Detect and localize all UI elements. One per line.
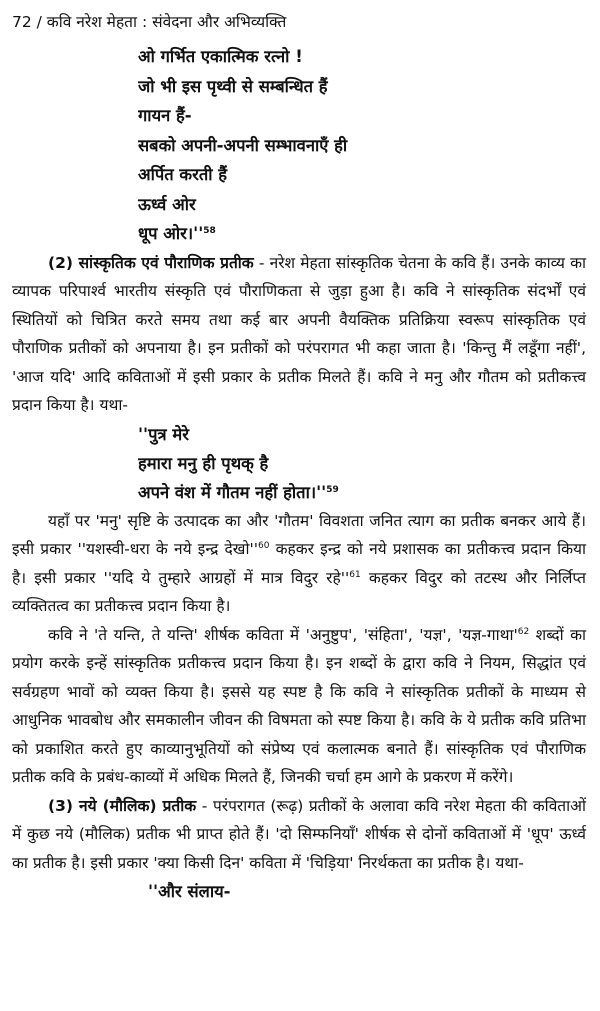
poem-line: ऊर्ध्व ओर xyxy=(138,194,196,214)
paragraph-manu-gautam: यहाँ पर 'मनु' सृष्टि के उत्पादक का और 'गौतम' विवशता जनित त्याग का प्रतीक बनकर आये हैं। इसी प्रकार ''यशस्वी-धरा के नये इन्द्र $देखो''^{60}$ कहकर इन्द्र को नये प्रशासक का प्रतीकत्त्व प्रदान किया है। इसी प्रकार ''यदि ये तुम्हारे आग्रहों में मात्र विदुर $रहे''^{61}$ कहकर विदुर को तटस्थ और निर्लिप्त व्यक्तितत्व का प्रतीकत्त्व प्रदान किया है। xyxy=(12,511,586,615)
footnote-ref: 62 xyxy=(517,626,530,637)
section-2-paragraph xyxy=(12,249,586,420)
footnote-ref: 59 xyxy=(326,484,339,495)
poem-line-last: अपने वंश में गौतम नहीं $होता।''^{59}$ xyxy=(138,482,339,502)
poem-quote-58 xyxy=(12,42,586,249)
footnote-ref: 58 xyxy=(203,226,216,236)
paragraph-te-yanti: कवि ने 'ते यन्ति, ते यन्ति' शीर्षक कविता में 'अनुष्टुप', 'संहिता', 'यज्ञ', '$यज्ञ-गाथा'^{62}$ शब्दों का प्रयोग करके इन्हें सांस्कृतिक प्रतीकत्त्व प्रदान किया है। इन शब्दों के द्वारा कवि ने नियम, सिद्धांत एवं सर्वग्रहण भावों को व्यक्त किया है। इससे यह स्पष्ट है कि कवि ने सांस्कृतिक प्रतीकों के माध्यम से आधुनिक भावबोध और समकालीन जीवन की विषमता को स्पष्ट किया है। कवि के ये प्रतीक कवि प्रतिभा को प्रकाशित करते हुए काव्यानुभूतियों को संप्रेष्य एवं कलात्मक बनाते हैं। सांस्कृतिक एवं पौराणिक प्रतीक कवि के प्रबंध-काव्यों में अधिक मिलते हैं, जिनकी चर्चा हम आगे के प्रकरण में करेंगे। xyxy=(12,625,586,786)
poem-line: ''पुत्र मेरे xyxy=(138,424,189,444)
poem-line: हमारा मनु ही पृथक् है xyxy=(138,453,269,473)
poem-line: ओ गर्भित एकात्मिक रत्नो ! xyxy=(138,47,303,66)
poem-line: सबको अपनी-अपनी सम्भावनाएँ ही xyxy=(138,135,348,155)
poem-quote-59 xyxy=(12,420,586,507)
poem-line: ''और संलाय- xyxy=(148,882,231,901)
poem-line: गायन हैं- xyxy=(138,106,192,125)
section-3-paragraph xyxy=(12,792,586,878)
footnote-ref: 61 xyxy=(349,569,361,580)
running-head: 72 / कवि नरेश मेहता : संवेदना और अभिव्यक्ति xyxy=(12,13,287,31)
section-heading: (2) सांस्कृतिक एवं पौराणिक प्रतीक xyxy=(48,253,254,272)
poem-line: जो भी इस पृथ्वी से सम्बन्धित हैं xyxy=(138,76,328,96)
poem-line-last: धूप $ओर।''^{58}$ xyxy=(138,224,216,243)
poem-line: अर्पित करती हैं xyxy=(138,165,228,184)
footnote-ref: 60 xyxy=(258,541,270,551)
paragraph-text: - नरेश मेहता सांस्कृतिक चेतना के कवि हैं। उनके काव्य का व्यापक परिपार्श्व भारतीय संस्कृति एवं पौराणिकता से जुड़ा हुआ है। कवि ने सांस्कृतिक संदर्भों एवं स्थितियों को चित्रित करते समय तथा कई बार अपनी वैयक्तिक प्रतिक्रिया स्वरूप सांस्कृतिक एवं पौराणिक प्रतीकों को अपनाया है। इन प्रतीकों को परंपरागत भी कहा जाता है। 'किन्तु मैं लडूँगा नहीं', 'आज यदि' आदि कविताओं में इसी प्रकार के प्रतीक मिलते हैं। कवि ने मनु और गौतम को प्रतीकत्त्व प्रदान किया है। यथा- xyxy=(12,253,586,414)
section-heading: (3) नये (मौलिक) प्रतीक xyxy=(48,796,197,815)
poem-quote-start xyxy=(12,877,586,906)
paragraph-text: - परंपरागत (रूढ़) प्रतीकों के अलावा कवि नरेश मेहता की कविताओं में कुछ नये (मौलिक) प्रतीक भी प्राप्त होते हैं। 'दो सिम्फनियाँ' शीर्षक से दोनों कविताओं में 'धूप' ऊर्ध्व का प्रतीक है। इसी प्रकार 'क्या किसी दिन' कविता में 'चिड़िया' निरर्थकता का प्रतीक है। यथा- xyxy=(12,796,587,872)
